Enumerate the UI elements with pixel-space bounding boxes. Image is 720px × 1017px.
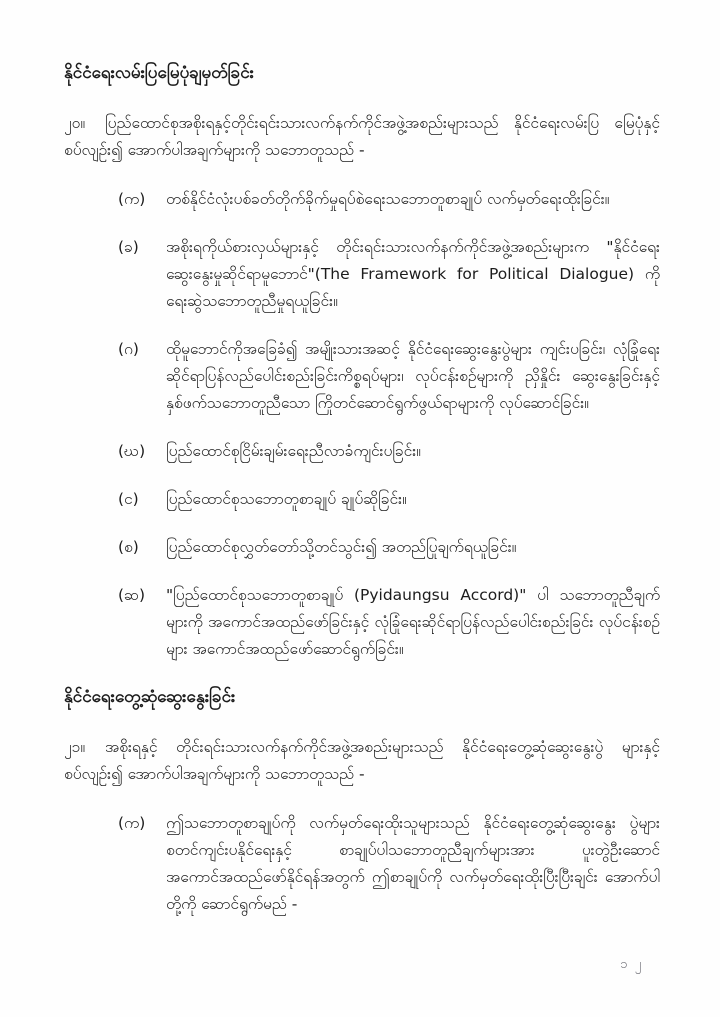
list-item-label: (ဂ) bbox=[118, 340, 139, 358]
list-item-label: (စ) bbox=[118, 538, 139, 556]
list-item-text: ဤသဘောတူစာချုပ်ကို လက်မှတ်ရေးထိုးသူများသည် နိုင်ငံရေးတွေ့ဆုံဆွေးနွေး ပွဲများစတင်ကျင်းပနိုင်ရေးနှင့် စာချုပ်ပါသဘောတူညီချက်များအား ပူးတွဲဦးဆောင် အကောင်အထည်ဖော်နိုင်ရန်အတွက် ဤစာချုပ်ကို လက်မှတ်ရေးထိုးပြီးပြီးချင်း အောက်ပါတို့ကို ဆောင်ရွက်မည် - bbox=[166, 814, 660, 913]
list-item-label: (ဆ) bbox=[118, 586, 146, 604]
list-item-text: အစိုးရကိုယ်စားလှယ်များနှင့် တိုင်းရင်းသားလက်နက်ကိုင်အဖွဲ့အစည်းများက "နိုင်ငံရေးဆွေးနွေးမှုဆိုင်ရာမူဘောင်"(The Framework for Political Dialogue) ကို ရေးဆွဲသဘောတူညီမှုရယူခြင်း။ bbox=[166, 238, 660, 310]
list-item-text: တစ်နိုင်ငံလုံးပစ်ခတ်တိုက်ခိုက်မှုရပ်စဲရေးသဘောတူစာချုပ် လက်မှတ်ရေးထိုးခြင်း။ bbox=[166, 190, 610, 208]
list-item-label: (င) bbox=[118, 490, 139, 508]
list-item bbox=[64, 534, 660, 561]
section-heading-roadmap: နိုင်ငံရေးလမ်းပြမြေပုံချမှတ်ခြင်း bbox=[64, 63, 254, 83]
list-item bbox=[64, 186, 660, 213]
paragraph-20-text: ပြည်ထောင်စုအစိုးရနှင့်တိုင်းရင်းသားလက်နက်ကိုင်အဖွဲ့အစည်းများသည် နိုင်ငံရေးလမ်းပြ မြေပုံနှင့်စပ်လျဉ်း၍ အောက်ပါအချက်များကို သဘောတူသည် - bbox=[64, 114, 660, 159]
paragraph-21 bbox=[64, 734, 660, 788]
list-item-label: (ခ) bbox=[118, 238, 139, 256]
list-item-label: (က) bbox=[118, 814, 146, 832]
page-number: ၁၂ bbox=[620, 957, 648, 972]
list-item bbox=[64, 582, 660, 663]
list-item bbox=[64, 336, 660, 417]
list-item-text: ထိုမူဘောင်ကိုအခြေခံ၍ အမျိုးသားအဆင့် နိုင်ငံရေးဆွေးနွေးပွဲများ ကျင်းပခြင်း၊ လုံခြုံရေးဆိုင်ရာပြန်လည်ပေါင်းစည်းခြင်းကိစ္စရပ်များ၊ လုပ်ငန်းစဉ်များကို ညှိနှိုင်း ဆွေးနွေးခြင်းနှင့် နှစ်ဖက်သဘောတူညီသော ကြိုတင်ဆောင်ရွက်ဖွယ်ရာများကို လုပ်ဆောင်ခြင်း။ bbox=[166, 340, 660, 412]
list-item bbox=[64, 438, 660, 465]
dialogue-item-list bbox=[64, 810, 660, 918]
paragraph-21-text: အစိုးရနှင့် တိုင်းရင်းသားလက်နက်ကိုင်အဖွဲ့အစည်းများသည် နိုင်ငံရေးတွေ့ဆုံဆွေးနွေးပွဲ များနှင့်စပ်လျဉ်း၍ အောက်ပါအချက်များကို သဘောတူသည် - bbox=[64, 738, 660, 783]
list-item bbox=[64, 486, 660, 513]
list-item bbox=[64, 810, 660, 918]
list-item-text: "ပြည်ထောင်စုသဘောတူစာချုပ် (Pyidaungsu Accord)" ပါ သဘောတူညီချက် များကို အကောင်အထည်ဖော်ခြင်းနှင့် လုံခြုံရေးဆိုင်ရာပြန်လည်ပေါင်းစည်းခြင်း လုပ်ငန်းစဉ်များ အကောင်အထည်ဖော်ဆောင်ရွက်ခြင်း။ bbox=[166, 586, 660, 658]
list-item-text: ပြည်ထောင်စုလွှတ်တော်သို့တင်သွင်း၍ အတည်ပြုချက်ရယူခြင်း။ bbox=[166, 538, 517, 556]
list-item-label: (ဃ) bbox=[118, 442, 146, 460]
roadmap-item-list bbox=[64, 186, 660, 663]
section-heading-dialogue: နိုင်ငံရေးတွေ့ဆုံဆွေးနွေးခြင်း bbox=[64, 687, 236, 707]
paragraph-21-number: ၂၁။ bbox=[64, 738, 86, 756]
list-item-label: (က) bbox=[118, 190, 146, 208]
list-item-text: ပြည်ထောင်စုငြိမ်းချမ်းရေးညီလာခံကျင်းပခြင်း။ bbox=[166, 442, 421, 460]
paragraph-20 bbox=[64, 110, 660, 164]
paragraph-20-number: ၂၀။ bbox=[64, 114, 86, 132]
list-item bbox=[64, 234, 660, 315]
list-item-text: ပြည်ထောင်စုသဘောတူစာချုပ် ချုပ်ဆိုခြင်း။ bbox=[166, 490, 407, 508]
